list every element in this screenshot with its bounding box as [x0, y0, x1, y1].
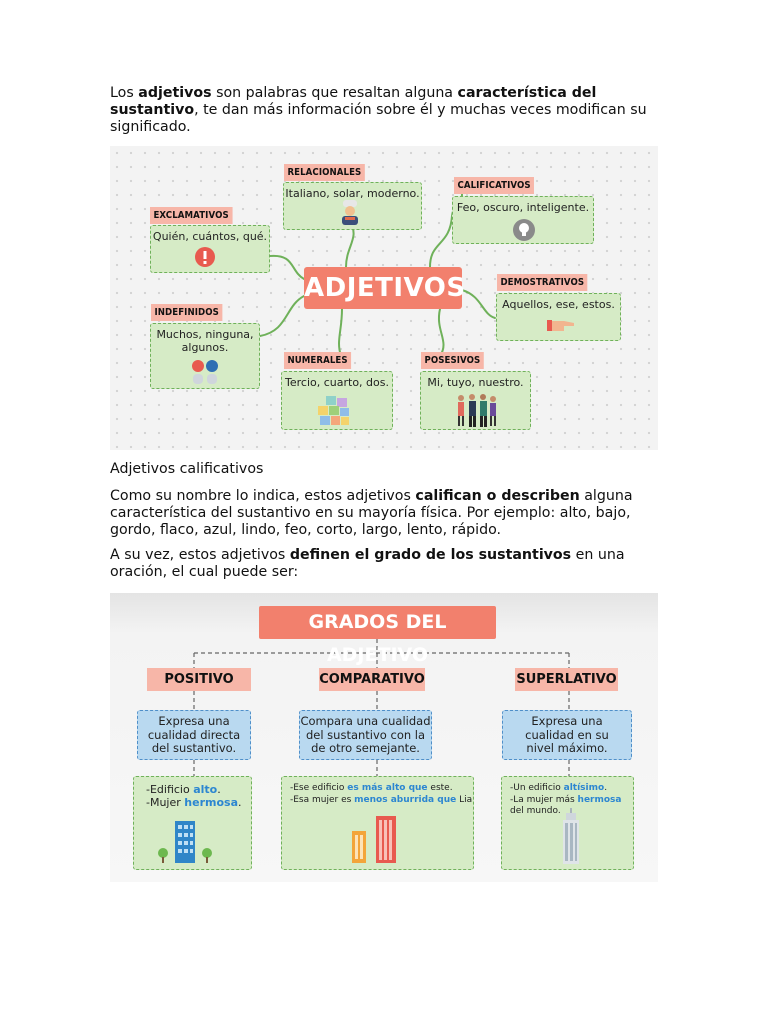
- para-text: A su vez, estos adjetivos: [110, 547, 290, 563]
- grados-title: GRADOS DEL ADJETIVO: [259, 606, 496, 639]
- ex-text: -Un edificio: [510, 783, 564, 793]
- people-icon: [190, 358, 220, 386]
- connector-numerales: [339, 309, 342, 356]
- grados-diagram: [110, 593, 658, 882]
- example-line: [146, 796, 251, 809]
- ex-text: Lia: [456, 794, 473, 805]
- connector-indefinidos: [260, 296, 304, 336]
- intro-text: son palabras que resaltan alguna: [211, 85, 458, 101]
- desc-line: Compara una cualidad: [300, 714, 431, 728]
- ex-bold: hermosa: [577, 794, 622, 805]
- adjetivos-mindmap: [110, 146, 658, 450]
- connector-posesivos: [439, 309, 444, 356]
- desc-line: Expresa una: [531, 714, 603, 728]
- intro-text: Los: [110, 85, 139, 101]
- center-node: ADJETIVOS: [304, 267, 462, 309]
- skyscraper-icon: [556, 808, 586, 866]
- intro-bold: característica del sustantivo: [110, 85, 597, 118]
- para-text: Como su nombre lo indica, estos adjetivos: [110, 488, 416, 504]
- ex-text: -Esa mujer es: [290, 794, 355, 805]
- grado-paragraph: [110, 547, 658, 581]
- family-icon: [455, 394, 499, 428]
- example-line: [510, 795, 633, 807]
- ex-text: -Edificio: [146, 783, 194, 796]
- tag-posesivos: POSESIVOS: [421, 352, 484, 369]
- tag-superlativo: SUPERLATIVO: [515, 668, 618, 691]
- ex-text: -Ese edificio: [290, 783, 348, 793]
- indefinidos-text-1: Muchos, ninguna,: [156, 328, 254, 341]
- desc-line: cualidad directa: [147, 727, 241, 742]
- connector-demostrativos: [462, 290, 495, 318]
- calificativos-text: Feo, oscuro, inteligente.: [456, 201, 590, 214]
- posesivos-text: Mi, tuyo, nuestro.: [427, 376, 524, 389]
- tag-positivo: POSITIVO: [147, 668, 251, 691]
- ex-bold: menos aburrida que: [354, 794, 457, 805]
- para-bold: definen el grado de los sustantivos: [289, 547, 572, 563]
- demostrativos-text: Aquellos, ese, estos.: [502, 298, 615, 311]
- indefinidos-text-2: algunos.: [181, 341, 229, 354]
- ex-text: -La mujer más: [510, 794, 578, 805]
- ex-text: .: [604, 783, 608, 793]
- connector-exclamativos: [270, 256, 304, 279]
- tag-indefinidos: INDEFINIDOS: [151, 304, 222, 321]
- relacionales-text: Italiano, solar, moderno.: [285, 187, 420, 200]
- desc-line: nivel máximo.: [526, 741, 608, 755]
- para-text: alguna característica del sustantivo en su mayoría física. Por ejemplo: alto, bajo, gordo, flaco, azul, lindo, feo, corto, largo, lento, rápido.: [110, 488, 633, 538]
- example-line: del mundo.: [510, 806, 561, 816]
- example-line: [510, 783, 633, 795]
- ex-bold: altísimo: [563, 783, 605, 793]
- tag-numerales: NUMERALES: [284, 352, 351, 369]
- intro-bold: adjetivos: [138, 85, 212, 101]
- example-line: [290, 795, 473, 807]
- desc-superlativo: [502, 710, 632, 760]
- intro-paragraph: [110, 85, 658, 136]
- desc-line: de otro semejante.: [311, 741, 420, 755]
- desc-line: Expresa una: [158, 714, 230, 728]
- example-line: [146, 783, 251, 796]
- pointing-hand-icon: [546, 316, 576, 334]
- chef-icon: [338, 200, 362, 226]
- ex-bold: alto: [193, 783, 218, 796]
- desc-line: del sustantivo.: [151, 741, 237, 755]
- para-text: en una oración, el cual puede ser:: [110, 547, 625, 580]
- lightbulb-icon: [512, 218, 536, 242]
- desc-line: del sustantivo con la: [305, 727, 426, 742]
- ex-bold: hermosa: [184, 796, 238, 809]
- exclamativos-text: Quién, cuántos, qué.: [152, 230, 268, 243]
- tag-exclamativos: EXCLAMATIVOS: [150, 207, 232, 224]
- two-buildings-icon: [350, 813, 400, 865]
- tag-relacionales: RELACIONALES: [284, 164, 365, 181]
- blue-building-icon: [155, 817, 215, 865]
- tag-calificativos: CALIFICATIVOS: [454, 177, 534, 194]
- exclamation-icon: [194, 246, 216, 268]
- numerales-text: Tercio, cuarto, dos.: [285, 376, 389, 389]
- desc-positivo: [137, 710, 251, 760]
- ex-text: -Mujer: [146, 796, 185, 809]
- ex-bold: es más alto que: [347, 783, 428, 793]
- calificativos-paragraph: [110, 488, 658, 539]
- ex-text: este.: [427, 783, 453, 793]
- tag-demostrativos: DEMOSTRATIVOS: [497, 274, 588, 291]
- desc-line: cualidad en su: [525, 727, 609, 742]
- number-blocks-icon: [316, 396, 350, 426]
- example-line: [290, 783, 473, 795]
- para-bold: califican o describen: [415, 488, 580, 504]
- ex-text: .: [238, 796, 242, 809]
- section-heading: Adjetivos calificativos: [110, 461, 264, 477]
- ex-text: .: [217, 783, 221, 796]
- tag-comparativo: COMPARATIVO: [319, 668, 425, 691]
- intro-text: , te dan más información sobre él y muchas veces modifican su significado.: [110, 102, 647, 135]
- desc-comparativo: [299, 710, 432, 760]
